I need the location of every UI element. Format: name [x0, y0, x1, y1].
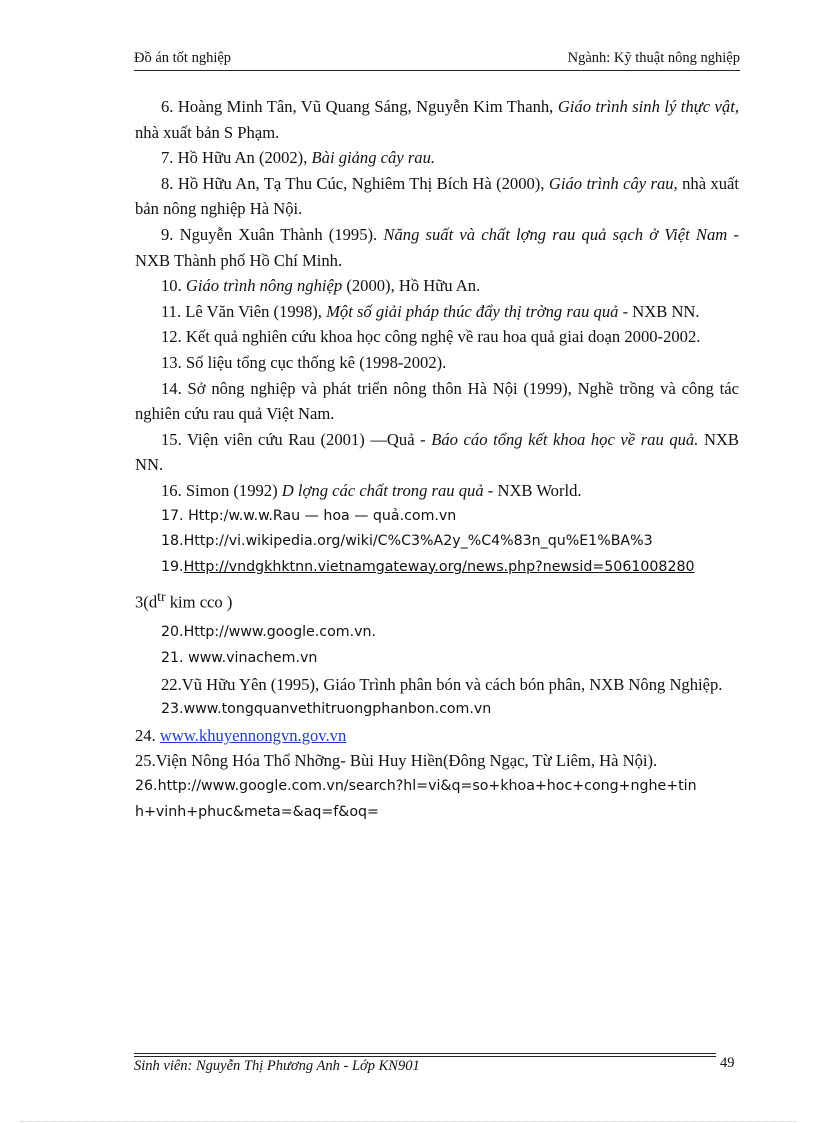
reference-url: www.vinachem.vn [188, 650, 318, 666]
reference-url: Http://vi.wikipedia.org/wiki/C%C3%A2y_%C4%83n_qu%E1%BA%3 [183, 533, 653, 550]
reference-item: 25.Viện Nông Hóa Thổ Nhỡng- Bùi Huy Hiền(Đông Ngạc, Từ Liêm, Hà Nội). [135, 751, 658, 771]
reference-item: 24. www.khuyennongvn.gov.vn [135, 725, 347, 745]
header-right-text: Ngành: Kỹ thuật nông nghiệp [567, 50, 740, 66]
reference-item: 23.www.tongquanvethitruongphanbon.com.vn [161, 701, 492, 718]
reference-item: 7. Hồ Hữu An (2002), Bài giảng cây rau. [161, 148, 436, 168]
reference-url: www.tongquanvethitruongphanbon.com.vn [183, 701, 492, 718]
header-divider [134, 70, 740, 71]
reference-item: 21. www.vinachem.vn [161, 650, 318, 666]
reference-item: 14. Sở nông nghiệp và phát triển nông thôn Hà Nội (1999), Nghề trồng và công tác nghiên cứu rau quả Việt Nam. [135, 378, 739, 424]
footer-student: Sinh viên: Nguyễn Thị Phương Anh - Lớp KN901 [134, 1058, 420, 1074]
reference-url: h+vinh+phuc&meta=&aq=f&oq= [135, 803, 379, 820]
reference-item: 15. Viện viên cứu Rau (2001) —Quả - Báo cáo tổng kết khoa học về rau quả. NXB NN. [135, 429, 739, 475]
reference-item: 26.http://www.google.com.vn/search?hl=vi&q=so+khoa+hoc+cong+nghe+tin [135, 777, 697, 794]
reference-url: http://www.google.com.vn/search?hl=vi&q=so+khoa+hoc+cong+nghe+tin [157, 777, 697, 794]
reference-item: 18.Http://vi.wikipedia.org/wiki/C%C3%A2y_%C4%83n_qu%E1%BA%3 [161, 533, 653, 550]
reference-item: 13. Số liệu tổng cục thống kê (1998-2002). [161, 352, 447, 372]
footer-divider [134, 1053, 716, 1054]
reference-item: 10. Giáo trình nông nghiệp (2000), Hồ Hữu An. [161, 276, 481, 296]
page-number: 49 [720, 1055, 735, 1071]
reference-item: 22.Vũ Hữu Yên (1995), Giáo Trình phân bón và cách bón phân, NXB Nông Nghiệp. [161, 674, 723, 694]
page-edge [20, 1121, 796, 1122]
header-left-text: Đồ án tốt nghiệp [134, 50, 232, 66]
reference-url: Http://www.google.com.vn. [183, 624, 376, 641]
reference-item: 20.Http://www.google.com.vn. [161, 624, 376, 641]
reference-item-continuation: $3(d^{tr}$ kim cco ) [135, 589, 233, 612]
reference-list [135, 94, 739, 825]
reference-item: 9. Nguyễn Xuân Thành (1995). Năng suất và chất lợng rau quả sạch ở Việt Nam - NXB Thành phố Hồ Chí Minh. [135, 224, 740, 270]
reference-item: 17. Http:/w.w.w.Rau — hoa — quả.com.vn [161, 507, 457, 524]
page-header [134, 50, 740, 70]
reference-item-continuation [135, 800, 739, 826]
reference-item: 19.Http://vndgkhktnn.vietnamgateway.org/news.php?newsid=5061008280 [161, 558, 695, 575]
reference-item: 8. Hồ Hữu An, Tạ Thu Cúc, Nghiêm Thị Bích Hà (2000), Giáo trình cây rau, nhà xuất bản nông nghiệp Hà Nội. [135, 173, 740, 219]
reference-url: Http://vndgkhktnn.vietnamgateway.org/news.php?newsid=5061008280 [183, 558, 695, 575]
reference-item: 16. Simon (1992) D lợng các chất trong rau quả - NXB World. [161, 480, 582, 500]
footer-divider [134, 1056, 716, 1057]
reference-item: 6. Hoàng Minh Tân, Vũ Quang Sáng, Nguyễn Kim Thanh, Giáo trình sinh lý thực vật, nhà xuất bản S Phạm. [135, 97, 739, 142]
reference-item: 11. Lê Văn Viên (1998), Một số giải pháp thúc đẩy thị trờng rau quả - NXB NN. [161, 301, 700, 321]
reference-link[interactable]: www.khuyennongvn.gov.vn [159, 725, 347, 745]
reference-item: 12. Kết quả nghiên cứu khoa học công nghệ về rau hoa quả giai doạn 2000-2002. [161, 327, 701, 347]
